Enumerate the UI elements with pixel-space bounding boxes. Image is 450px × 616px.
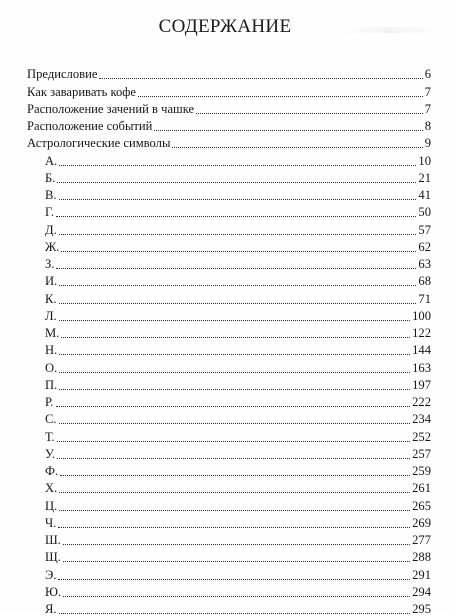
page-number: 122 (412, 326, 431, 340)
entry-label: Ф. (45, 464, 59, 478)
entry-label: Астрологические символы (27, 136, 171, 151)
entry-label: Ж. (45, 239, 60, 254)
entry-label: П. (45, 377, 58, 392)
entry-label: Ш. (45, 533, 61, 547)
entry-label: Д. (45, 222, 57, 237)
toc-letter-entry (27, 254, 431, 271)
toc-letter-entry (27, 461, 431, 478)
page-number: 100 (412, 308, 431, 323)
page-number: 57 (418, 222, 431, 237)
toc-entry (27, 133, 431, 150)
toc-letter-entry (27, 478, 431, 495)
entry-label: М. (45, 326, 60, 340)
toc-letter-entry (27, 185, 431, 202)
dot-leader (59, 372, 410, 373)
dot-leader (60, 475, 410, 476)
entry-label: З. (45, 257, 55, 271)
toc-letter-entry (27, 392, 431, 409)
dot-leader (59, 165, 416, 166)
toc-entry (27, 64, 431, 81)
page-title: СОДЕРЖАНИЕ (158, 16, 292, 37)
entry-label: Я. (45, 602, 57, 616)
toc-letter-entry (27, 444, 431, 461)
toc-letter-entry (27, 409, 431, 426)
page-number: 144 (412, 343, 431, 358)
toc-letter-entry (27, 202, 431, 219)
dot-leader (59, 423, 411, 424)
entry-label: К. (45, 291, 57, 306)
entry-label: Р. (45, 395, 54, 409)
dot-leader (172, 147, 422, 148)
toc-entry (27, 81, 431, 98)
toc-letter-entry (27, 168, 431, 185)
page-number: 294 (412, 584, 431, 599)
page-number: 291 (412, 567, 431, 582)
entry-label: Л. (45, 308, 57, 323)
toc-letter-entry (27, 306, 431, 323)
page-number: 62 (418, 239, 431, 254)
dot-leader (57, 441, 411, 442)
entry-label: С. (45, 412, 57, 427)
page-number: 261 (412, 481, 431, 496)
table-of-contents (27, 64, 431, 616)
page-number: 295 (412, 602, 431, 616)
page-number: 21 (418, 170, 431, 185)
dot-leader (59, 285, 416, 286)
toc-letter-entry (27, 495, 431, 512)
dot-leader (99, 78, 422, 79)
toc-letter-entry (27, 150, 431, 167)
dot-leader (154, 130, 422, 131)
page-number: 234 (412, 412, 431, 427)
dot-leader (58, 579, 410, 580)
entry-label: Расположение событий (27, 119, 153, 133)
page-number: 8 (424, 119, 431, 133)
dot-leader (63, 596, 410, 597)
toc-letter-entry (27, 237, 431, 254)
dot-leader (61, 251, 416, 252)
toc-letter-entry (27, 426, 431, 443)
entry-label: Как заваривать кофе (27, 84, 137, 99)
page-number: 50 (418, 205, 431, 220)
dot-leader (63, 561, 410, 562)
entry-label: Предисловие (27, 67, 98, 82)
entry-label: Ю. (45, 584, 62, 599)
dot-leader (56, 406, 411, 407)
entry-label: Г. (45, 205, 55, 220)
entry-label: Н. (45, 343, 58, 358)
toc-letter-entry (27, 357, 431, 374)
toc-letter-entry (27, 340, 431, 357)
page-number: 7 (424, 84, 431, 99)
dot-leader (59, 303, 417, 304)
toc-letter-entry (27, 530, 431, 547)
dot-leader (56, 268, 416, 269)
entry-label: Расположение зачений в чашке (27, 101, 195, 116)
page-number: 257 (412, 446, 431, 461)
page-number: 277 (412, 533, 431, 547)
entry-label: Т. (45, 429, 55, 444)
dot-leader (61, 337, 410, 338)
dot-leader (58, 527, 410, 528)
dot-leader (59, 320, 410, 321)
toc-letter-entry (27, 564, 431, 581)
dot-leader (57, 182, 416, 183)
toc-letter-entry (27, 375, 431, 392)
page-number: 222 (412, 395, 431, 409)
dot-leader (63, 544, 410, 545)
dot-leader (196, 113, 423, 114)
entry-label: О. (45, 360, 58, 375)
page-number: 197 (412, 377, 431, 392)
page-number: 259 (412, 464, 431, 478)
dot-leader (59, 234, 417, 235)
toc-letter-entry (27, 323, 431, 340)
page-number: 63 (418, 257, 431, 271)
page-number: 163 (412, 360, 431, 375)
toc-letter-entry (27, 219, 431, 236)
page-number: 68 (418, 274, 431, 289)
toc-letter-entry (27, 288, 431, 305)
toc-letter-entry (27, 547, 431, 564)
toc-entry (27, 99, 431, 116)
page-number: 288 (412, 550, 431, 565)
toc-entry (27, 116, 431, 133)
toc-letter-entry (27, 599, 431, 616)
toc-letter-entry (27, 582, 431, 599)
page-number: 10 (418, 153, 431, 168)
page-number: 9 (424, 136, 431, 151)
entry-label: Х. (45, 481, 58, 496)
entry-label: Ц. (45, 498, 58, 513)
entry-label: Э. (45, 567, 57, 582)
page-number: 269 (412, 515, 431, 530)
entry-label: В. (45, 188, 57, 202)
toc-letter-entry (27, 513, 431, 530)
page-number: 265 (412, 498, 431, 513)
dot-leader (57, 458, 410, 459)
page-number: 41 (418, 188, 431, 202)
dot-leader (59, 389, 410, 390)
page-number: 6 (424, 67, 431, 82)
entry-label: И. (45, 274, 58, 289)
toc-letter-entry (27, 271, 431, 288)
dot-leader (138, 96, 423, 97)
entry-label: Ч. (45, 515, 57, 530)
entry-label: Б. (45, 170, 56, 185)
page-number: 71 (418, 291, 431, 306)
dot-leader (59, 510, 410, 511)
entry-label: А. (45, 153, 58, 168)
page-number: 7 (424, 101, 431, 116)
entry-label: Щ. (45, 550, 61, 565)
dot-leader (59, 199, 417, 200)
dot-leader (56, 216, 416, 217)
dot-leader (59, 354, 410, 355)
dot-leader (59, 492, 410, 493)
page-number: 252 (412, 429, 431, 444)
entry-label: У. (45, 446, 56, 461)
